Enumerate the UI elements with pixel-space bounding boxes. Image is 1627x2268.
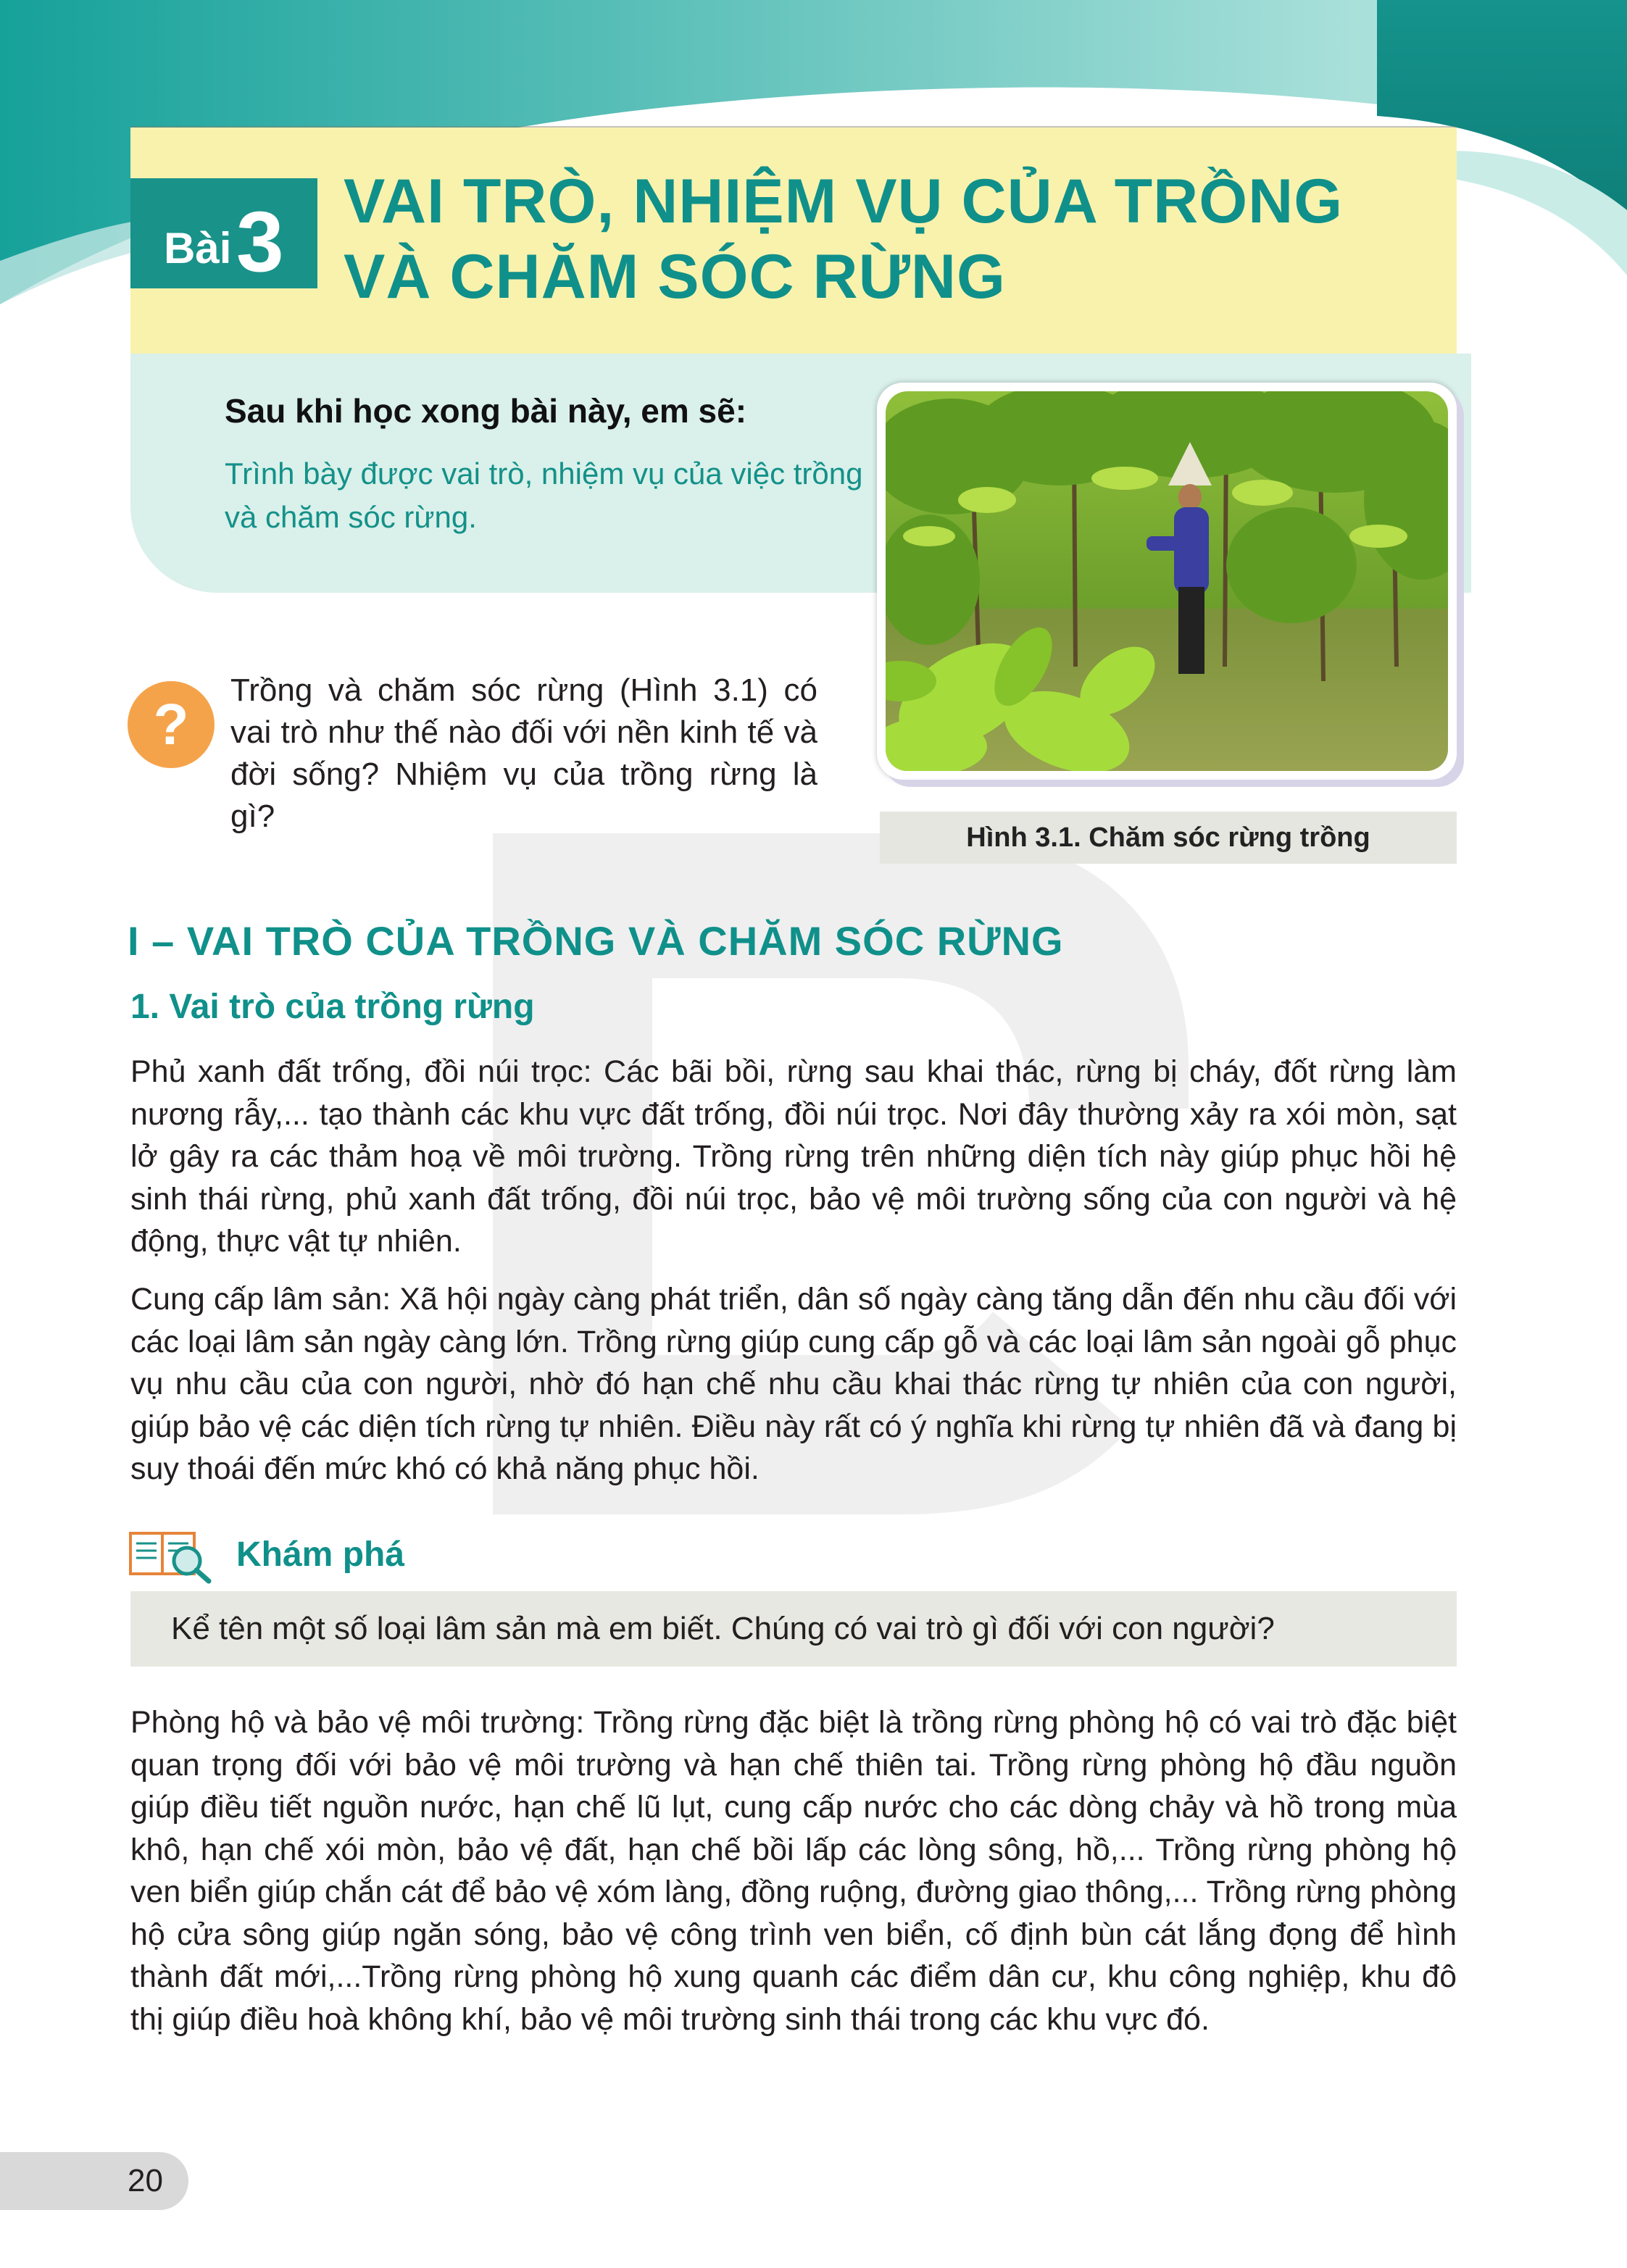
- lesson-badge: [130, 178, 317, 288]
- explore-book-magnifier-icon: [128, 1526, 215, 1584]
- figure-caption: Hình 3.1. Chăm sóc rừng trồng: [880, 812, 1457, 864]
- paragraph-2: Cung cấp lâm sản: Xã hội ngày càng phát triển, dân số ngày càng tăng dẫn đến nhu cầu đối với các loại lâm sản ngày càng lớn. Trồng rừng giúp cung cấp gỗ và các loại lâm sản ngoài gỗ phục vụ nhu cầu của con người, nhờ đó hạn chế nhu cầu khai thác rừng tự nhiên của con người, giúp bảo vệ các diện tích rừng tự nhiên. Điều này rất có ý nghĩa khi rừng tự nhiên đã và đang bị suy thoái đến mức khó có khả năng phục hồi.: [130, 1282, 1457, 1486]
- lesson-number: 3: [236, 194, 284, 290]
- objectives-text: Trình bày được vai trò, nhiệm vụ của việc trồng và chăm sóc rừng.: [225, 456, 863, 534]
- question-mark-icon: [128, 681, 215, 768]
- explore-box: [130, 1591, 1457, 1667]
- explore-prompt: Kể tên một số loại lâm sản mà em biết. Chúng có vai trò gì đối với con người?: [171, 1611, 1275, 1646]
- lesson-title: VAI TRÒ, NHIỆM VỤ CỦA TRỒNG VÀ CHĂM SÓC RỪNG: [344, 167, 1344, 312]
- paragraph-1: Phủ xanh đất trống, đồi núi trọc: Các bãi bồi, rừng sau khai thác, rừng bị cháy, đốt rừng làm nương rẫy,... tạo thành các khu vực đất trống, đồi núi trọc. Nơi đây thường xảy ra xói mòn, sạt lở gây ra các thảm hoạ về môi trường. Trồng rừng trên những diện tích này giúp phục hồi hệ sinh thái rừng, phủ xanh đất trống, đồi núi trọc, bảo vệ môi trường sống của con người và hệ động, thực vật tự nhiên.: [130, 1054, 1457, 1259]
- objectives-heading: Sau khi học xong bài này, em sẽ:: [225, 392, 747, 430]
- subsection-heading: 1. Vai trò của trồng rừng: [130, 988, 535, 1026]
- explore-label: Khám phá: [236, 1535, 405, 1574]
- paragraph-3: Phòng hộ và bảo vệ môi trường: Trồng rừng đặc biệt là trồng rừng phòng hộ có vai trò đặc biệt quan trọng đối với bảo vệ môi trường và hạn chế thiên tai. Trồng rừng phòng hộ đầu nguồn giúp điều tiết nguồn nước, hạn chế lũ lụt, cung cấp nước cho các dòng chảy và hồ trong mùa khô, hạn chế xói mòn, bảo vệ đất, hạn chế bồi lấp các lòng sông, hồ,... Trồng rừng phòng hộ ven biển giúp chắn cát để bảo vệ xóm làng, đồng ruộng, đường giao thông,... Trồng rừng phòng hộ cửa sông giúp ngăn sóng, bảo vệ công trình ven biển, cố định bùn cát lắng đọng để hình thành đất mới,...Trồng rừng phòng hộ xung quanh các điểm dân cư, khu công nghiệp, khu đô thị giúp điều hoà không khí, bảo vệ môi trường sinh thái trong các khu vực đó.: [130, 1705, 1457, 2037]
- figure-photo: [886, 391, 1448, 771]
- guiding-question: Trồng và chăm sóc rừng (Hình 3.1) có vai trò như thế nào đối với nền kinh tế và đời sống? Nhiệm vụ của trồng rừng là gì?: [230, 672, 817, 834]
- section-heading: I – VAI TRÒ CỦA TRỒNG VÀ CHĂM SÓC RỪNG: [128, 918, 1064, 964]
- page-number: 20: [128, 2163, 163, 2198]
- question-symbol: ?: [153, 692, 189, 756]
- lesson-label: Bài: [164, 224, 232, 272]
- page-number-tab: [0, 2152, 188, 2210]
